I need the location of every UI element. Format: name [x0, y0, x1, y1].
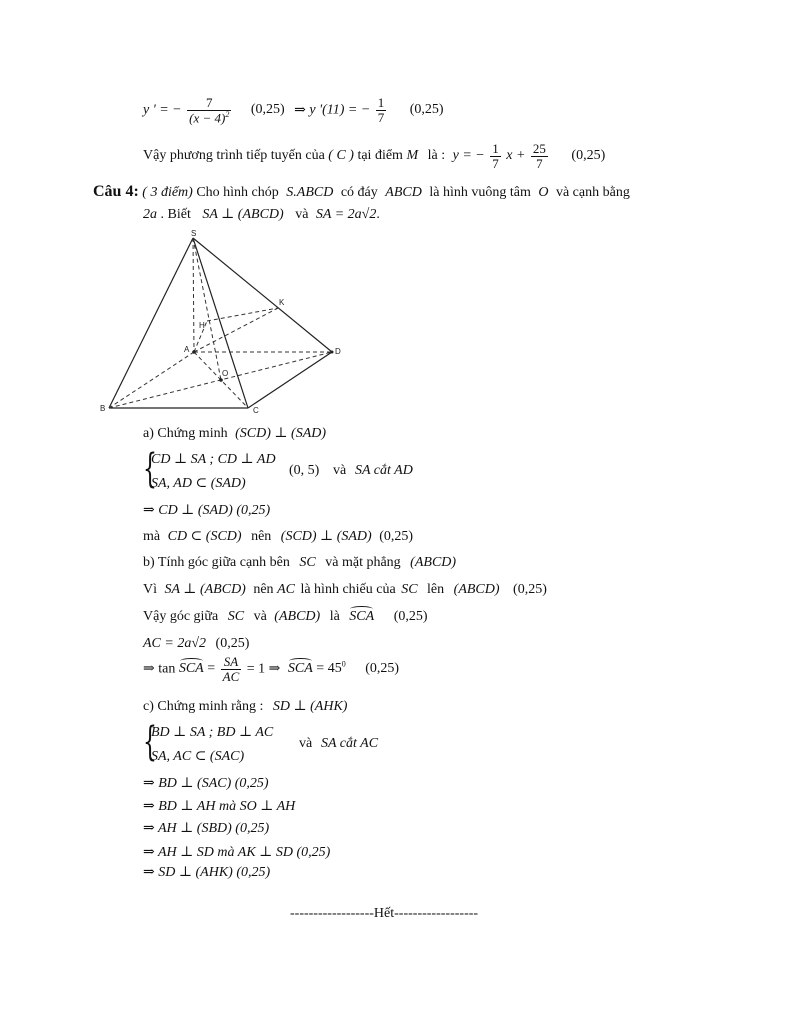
vertex-label-s: S	[191, 229, 197, 238]
score: (0,25)	[409, 102, 444, 118]
part-a-title: a) Chứng minh (SCD) ⊥ (SAD)	[143, 426, 327, 441]
part-c-line3: ⇒ BD ⊥ (SAC) (0,25)	[143, 776, 269, 791]
part-b-line2: Vì SA ⊥ (ABCD) nên AC là hình chiếu của SC lên (ABCD) (0,25)	[143, 582, 547, 597]
part-c-line7: ⇒ SD ⊥ (AHK) (0,25)	[143, 865, 271, 880]
part-c-line4: ⇒ BD ⊥ AH mà SO ⊥ AH	[143, 799, 296, 814]
yprime-text: y ' = −	[143, 102, 182, 118]
part-b-line3: Vậy góc giữa SC và (ABCD) là SCA (0,25)	[143, 609, 428, 624]
question-label: Câu 4:	[93, 183, 139, 200]
part-c-system: { BD ⊥ SA ; BD ⊥ AC SA, AC ⊂ (SAC) và SA cắt AC	[143, 719, 379, 765]
part-c-line6: ⇒ AH ⊥ SD mà AK ⊥ SD (0,25)	[143, 845, 331, 860]
vertex-label-h: H	[199, 321, 205, 330]
part-a-line4: mà CD ⊂ (SCD) nên (SCD) ⊥ (SAD) (0,25)	[143, 529, 414, 544]
part-b-line4: AC = 2a√2 (0,25)	[143, 636, 250, 651]
y11-text: y '(11) = −	[309, 102, 371, 118]
pyramid-figure	[95, 228, 345, 418]
vertex-label-b: B	[100, 404, 106, 413]
left-brace: {	[143, 446, 157, 492]
fraction: $\frac{1}{7}$	[492, 141, 499, 171]
part-a-line3: ⇒ CD ⊥ (SAD) (0,25)	[143, 503, 271, 518]
question-4-header: Câu 4: ( 3 điểm) Cho hình chóp S.ABCD có đáy ABCD là hình vuông tâm O và cạnh bằng	[93, 183, 630, 200]
part-c-title: c) Chứng minh rằng : SD ⊥ (AHK)	[143, 699, 348, 714]
part-a-system: { CD ⊥ SA ; CD ⊥ AD SA, AD ⊂ (SAD) (0, 5) và SA cắt AD	[143, 446, 413, 492]
tangent-line-equation: Vậy phương trình tiếp tuyến của ( C ) tại điểm M là : y = − $\frac{1}{7}$ x + $\frac{25}{7}$ (0,25)	[143, 141, 606, 171]
part-b-title: b) Tính góc giữa cạnh bên SC và mặt phẳng (ABCD)	[143, 555, 457, 570]
question-4-conditions: 2a . Biết SA ⊥ (ABCD) và SA = 2a√2.	[143, 207, 380, 222]
fraction: $\frac{25}{7}$	[532, 141, 546, 171]
vertex-label-c: C	[253, 406, 259, 415]
left-brace: {	[143, 719, 157, 765]
score: (0,25)	[250, 102, 285, 118]
tan-fraction: $\frac{SA}{AC}$	[222, 654, 240, 684]
y11-fraction: $\frac{1}{7}$	[377, 95, 385, 125]
vertex-label-k: K	[279, 298, 285, 307]
angle-sca: SCA	[349, 609, 375, 624]
vertex-label-d: D	[335, 347, 341, 356]
vertex-label-a: A	[184, 345, 190, 354]
derivative-line	[143, 96, 444, 140]
part-b-line5: ⇒ tan SCA = $\frac{SA}{AC}$ = 1 ⇒ SCA = $45^0$ (0,25)	[143, 654, 400, 684]
part-c-line5: ⇒ AH ⊥ (SBD) (0,25)	[143, 821, 270, 836]
derivative-fraction: $\frac{7}{(x - 4)^2}$	[189, 95, 230, 125]
vertex-label-o: O	[222, 369, 229, 378]
implies: ⇒	[294, 102, 306, 118]
end-marker: ------------------Hết------------------	[290, 906, 479, 921]
